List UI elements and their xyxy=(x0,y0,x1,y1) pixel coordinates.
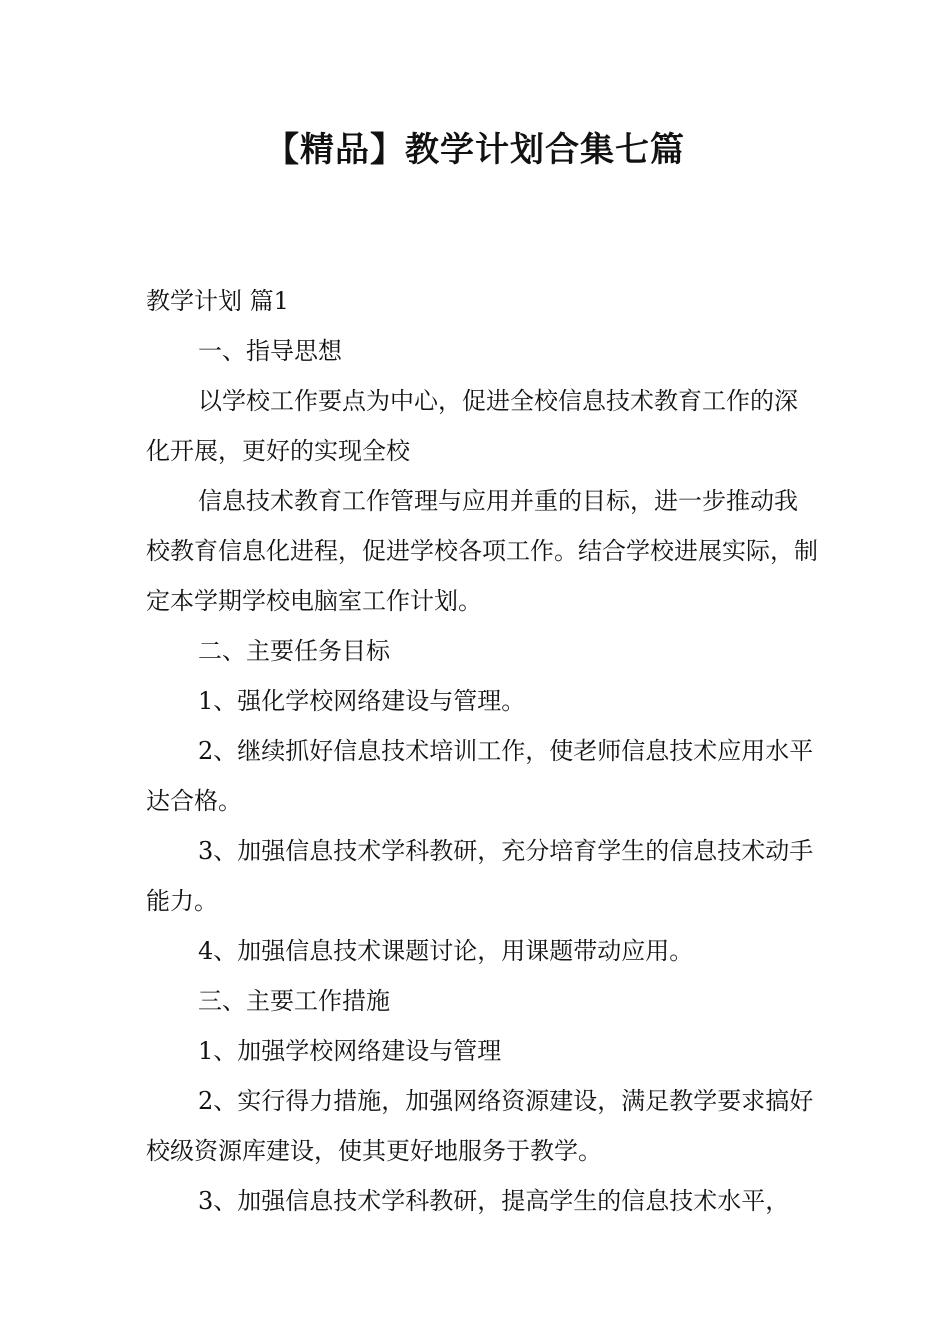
paragraph: 1、加强学校网络建设与管理 xyxy=(198,1037,502,1065)
paragraph: 三、主要工作措施 xyxy=(198,987,390,1015)
document-title: 【精品】教学计划合集七篇 xyxy=(265,130,685,170)
paragraph: 2、实行得力措施，加强网络资源建设，满足教学要求搞好校级资源库建设，使其更好地服务于教学。 xyxy=(146,1087,814,1165)
paragraph: 二、主要任务目标 xyxy=(198,637,390,665)
document-body xyxy=(146,276,818,1226)
paragraph: 一、指导思想 xyxy=(198,337,342,365)
paragraph: 以学校工作要点为中心，促进全校信息技术教育工作的深化开展，更好的实现全校 xyxy=(146,387,798,465)
paragraph: 3、加强信息技术学科教研，提高学生的信息技术水平， xyxy=(198,1187,790,1215)
paragraph: 4、加强信息技术课题讨论，用课题带动应用。 xyxy=(198,937,694,965)
paragraph: 3、加强信息技术学科教研，充分培育学生的信息技术动手能力。 xyxy=(146,837,814,915)
paragraph: 信息技术教育工作管理与应用并重的目标，进一步推动我校教育信息化进程，促进学校各项工作。结合学校进展实际，制定本学期学校电脑室工作计划。 xyxy=(146,487,818,615)
section-heading: 教学计划 篇1 xyxy=(146,287,289,315)
paragraph: 1、强化学校网络建设与管理。 xyxy=(198,687,526,715)
paragraph: 2、继续抓好信息技术培训工作，使老师信息技术应用水平达合格。 xyxy=(146,737,814,815)
